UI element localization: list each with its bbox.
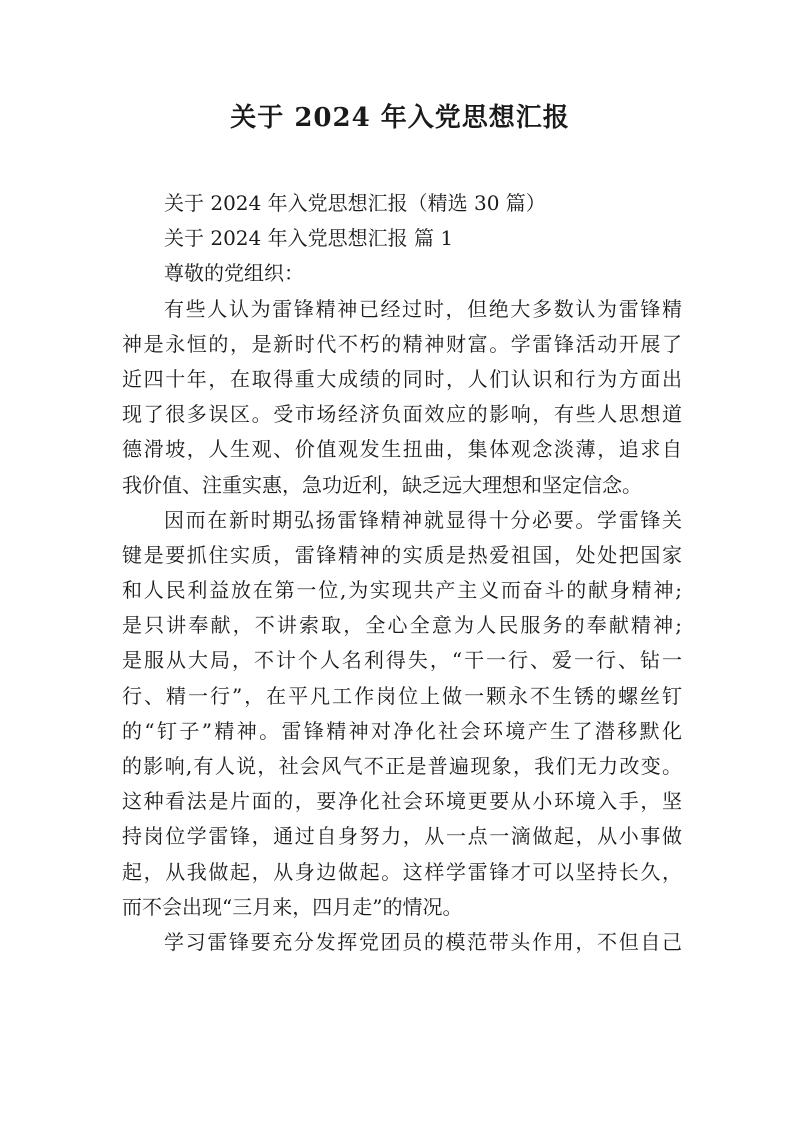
document-body [122,186,682,960]
text-line: 近四十年，在取得重大成绩的同时，人们认识和行为方面出 [122,366,682,391]
text-line: 行、精一行”，在平凡工作岗位上做一颗永不生锈的螺丝钉 [122,683,682,708]
text-line: 神是永恒的，是新时代不朽的精神财富。学雷锋活动开展了 [122,331,682,356]
text-line: 的“钉子”精神。雷锋精神对净化社会环境产生了潜移默化 [122,718,682,743]
text-line: 是只讲奉献，不讲索取，全心全意为人民服务的奉献精神; [122,613,682,638]
text-line: 键是要抓住实质，雷锋精神的实质是热爱祖国，处处把国家 [122,542,682,567]
text-line: 这种看法是片面的，要净化社会环境更要从小环境入手，坚 [122,789,682,814]
text-line: 关于 2024 年入党思想汇报（精选 30 篇） [164,191,546,215]
text-line: 现了很多误区。受市场经济负面效应的影响，有些人思想道 [122,402,682,427]
text-line: 持岗位学雷锋，通过自身努力，从一点一滴做起，从小事做 [122,824,682,849]
text-line: 德滑坡，人生观、价值观发生扭曲，集体观念淡薄，追求自 [122,437,682,462]
text-line: 是服从大局，不计个人名利得失，“干一行、爱一行、钻一 [122,648,682,673]
text-line: 学习雷锋要充分发挥党团员的模范带头作用，不但自己 [164,929,682,954]
text-line: 关于 2024 年入党思想汇报 篇 1 [164,226,454,251]
text-line: 因而在新时期弘扬雷锋精神就显得十分必要。学雷锋关 [164,507,682,532]
text-line: 而不会出现“三月来，四月走”的情况。 [122,894,463,919]
text-line: 尊敬的党组织： [164,261,304,286]
text-line: 起，从我做起，从身边做起。这样学雷锋才可以坚持长久， [122,859,682,884]
text-line: 有些人认为雷锋精神已经过时，但绝大多数认为雷锋精 [164,296,682,321]
document-title: 关于 2024 年入党思想汇报 [230,103,570,133]
text-line: 我价值、注重实惠，急功近利，缺乏远大理想和坚定信念。 [122,472,642,497]
text-line: 和人民利益放在第一位,为实现共产主义而奋斗的献身精神; [122,578,682,603]
text-line: 的影响,有人说，社会风气不正是普遍现象，我们无力改变。 [122,754,682,778]
